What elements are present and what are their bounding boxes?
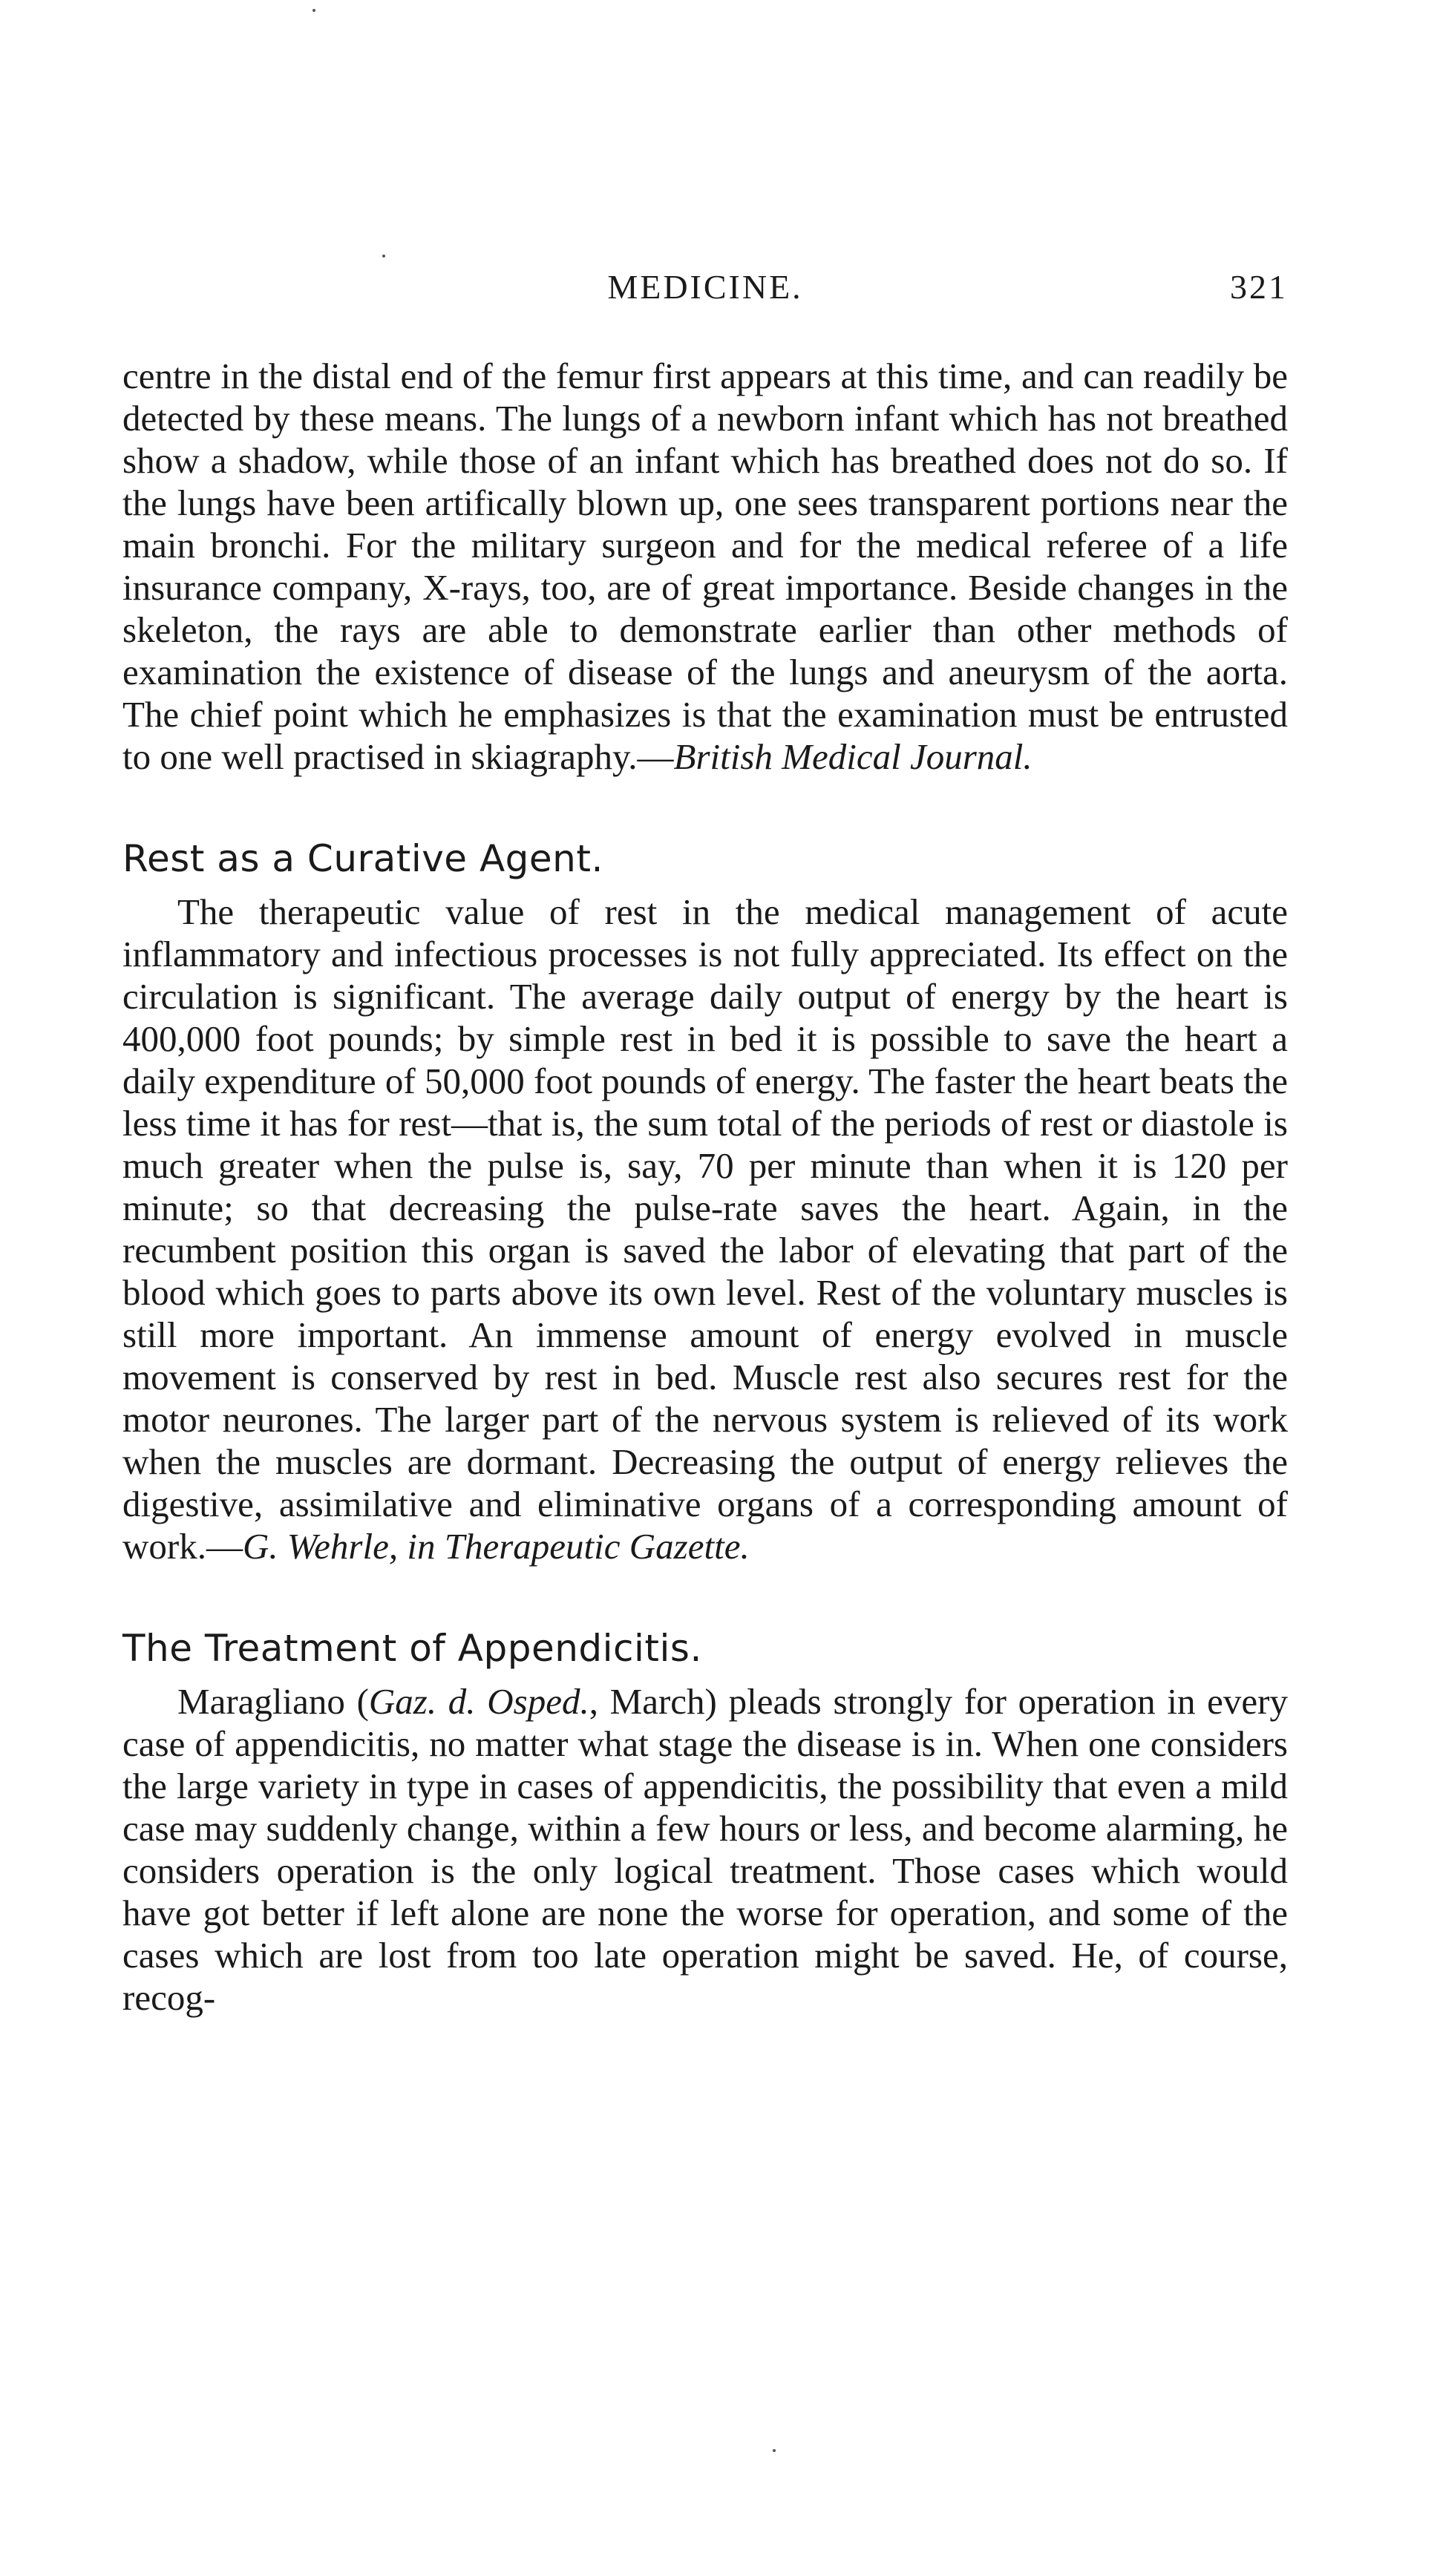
appendicitis-text: , March) pleads strongly for operation in every case of appendicitis, no matter what stage the disease is in. When one considers the large variety in type in cases of appendicitis, the possibility that even a mild case may suddenly change, within a few hours or less, and become alarming, he considers operation is the only logical treatment. Those cases which would have got better if left alone are none the worse for operation, and some of the cases which are lost from too late operation might be saved. He, of course, recog-	[122, 1681, 1288, 2018]
running-head-title: MEDICINE.	[607, 268, 803, 306]
section-heading-appendicitis: The Treatment of Appendicitis.	[122, 1627, 702, 1670]
section-heading-rest: Rest as a Curative Agent.	[122, 837, 603, 880]
scan-speck-bottom	[773, 2449, 776, 2452]
rest-source: G. Wehrle, in Therapeutic Gazette.	[242, 1526, 750, 1567]
running-head	[122, 267, 1288, 312]
page-body	[122, 355, 1288, 2019]
appendicitis-lead: Maragliano (	[177, 1681, 369, 1722]
opening-source: British Medical Journal.	[673, 736, 1032, 777]
appendicitis-citation: Gaz. d. Osped.	[368, 1681, 589, 1722]
appendicitis-paragraph	[122, 1680, 1288, 2019]
rest-paragraph	[122, 891, 1288, 1567]
scan-speck-upper	[382, 255, 385, 258]
scan-speck-top	[312, 9, 315, 12]
book-page	[122, 267, 1288, 2019]
opening-text: centre in the distal end of the femur first appears at this time, and can readily be detected by these means. The lungs of a newborn infant which has not breathed show a shadow, while those of an infant which has breathed does not do so. If the lungs have been artifically blown up, one sees transparent portions near the main bronchi. For the military surgeon and for the medical referee of a life insurance company, X-rays, too, are of great importance. Beside changes in the skeleton, the rays are able to demonstrate earlier than other methods of examination the existence of disease of the lungs and aneurysm of the aorta. The chief point which he emphasizes is that the examination must be entrusted to one well practised in skiagraphy.—	[122, 355, 1288, 777]
page-number: 321	[1230, 268, 1288, 306]
rest-text: The therapeutic value of rest in the medical management of acute inflammatory and infectious processes is not fully appreciated. Its effect on the circulation is significant. The average daily output of energy by the heart is 400,000 foot pounds; by simple rest in bed it is possible to save the heart a daily expenditure of 50,000 foot pounds of energy. The faster the heart beats the less time it has for rest—that is, the sum total of the periods of rest or diastole is much greater when the pulse is, say, 70 per minute than when it is 120 per minute; so that decreasing the pulse-rate saves the heart. Again, in the recumbent position this organ is saved the labor of elevating that part of the blood which goes to parts above its own level. Rest of the voluntary muscles is still more important. An immense amount of energy evolved in muscle movement is conserved by rest in bed. Muscle rest also secures rest for the motor neurones. The larger part of the nervous system is relieved of its work when the muscles are dormant. Decreasing the output of energy relieves the digestive, assimilative and eliminative organs of a corresponding amount of work.—	[122, 891, 1288, 1567]
opening-paragraph	[122, 355, 1288, 778]
